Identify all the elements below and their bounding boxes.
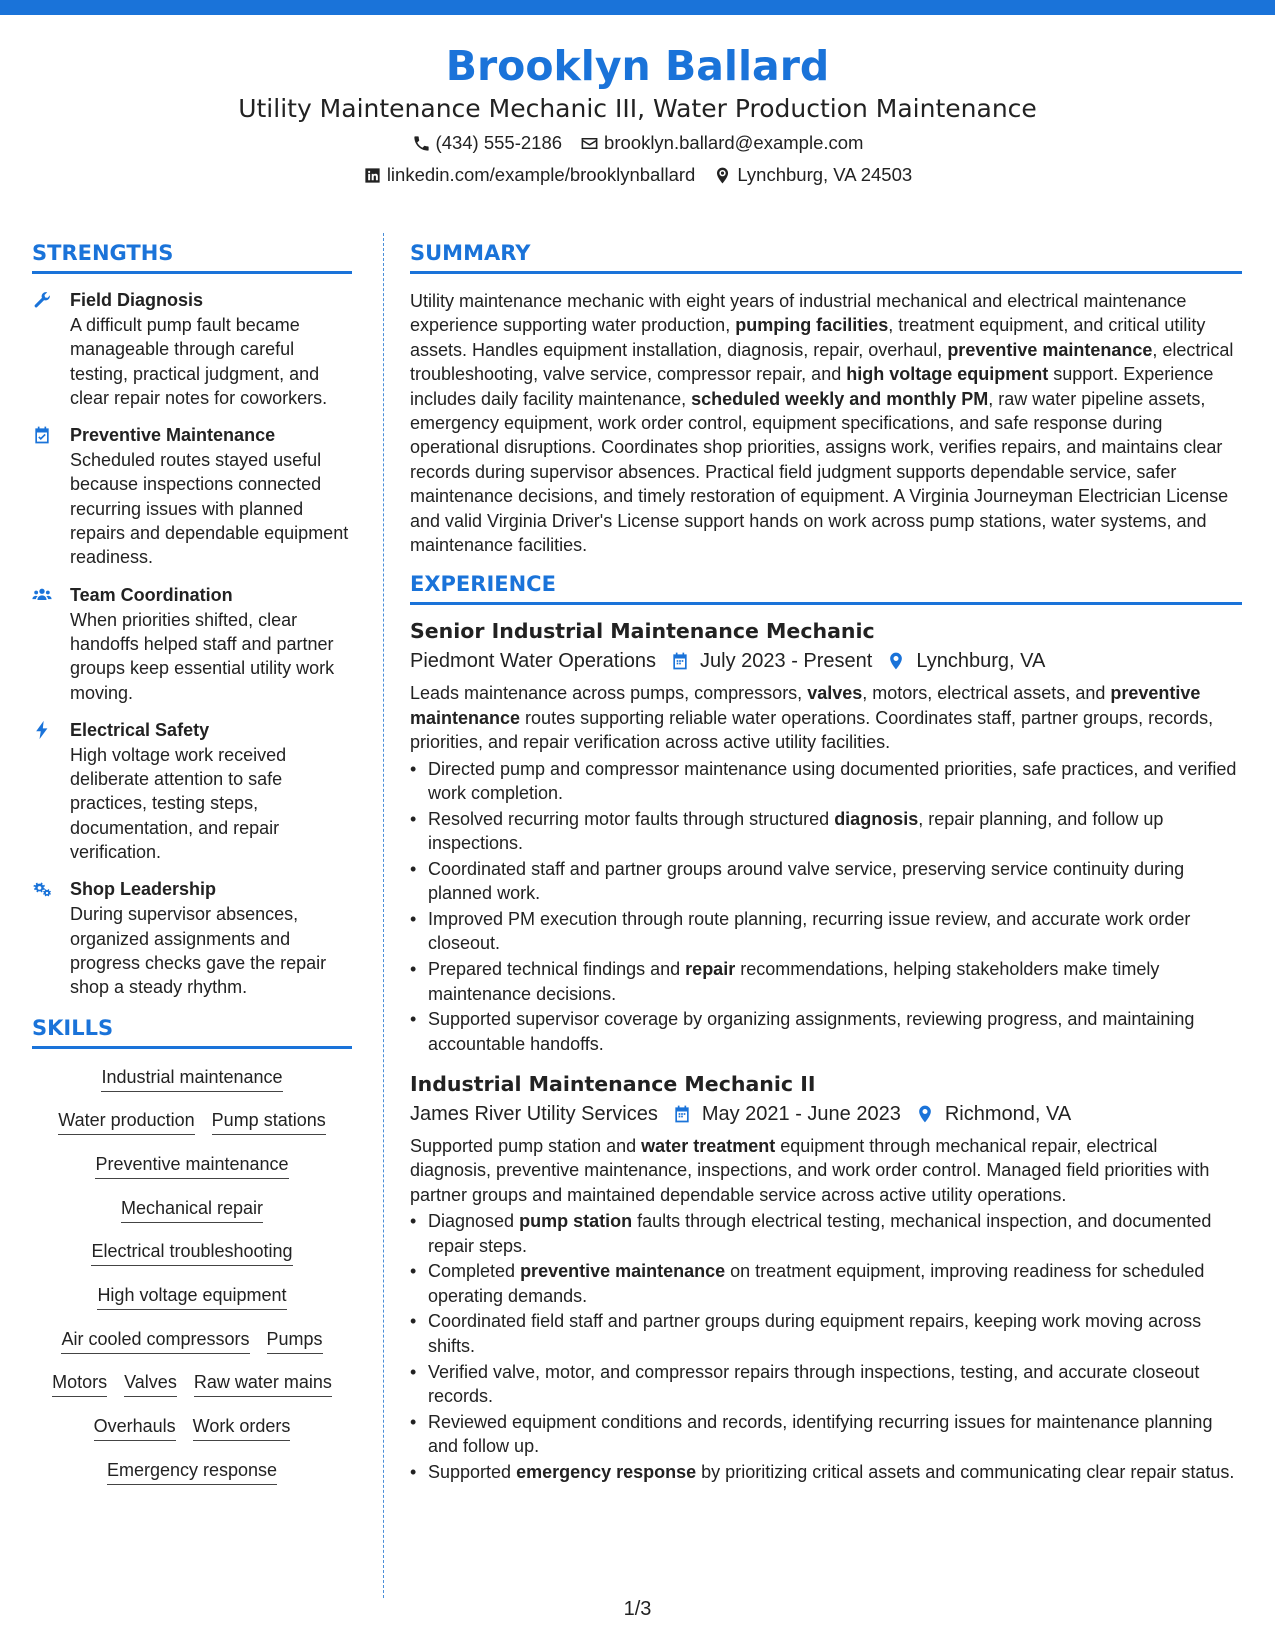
job-bullets [410,757,1242,1056]
strength-desc: A difficult pump fault became manageable through careful testing, practical judgment, and clear repair notes for coworkers. [70,315,328,408]
bold-phrase: diagnosis [834,808,919,829]
strength-desc: During supervisor absences, organized assignments and progress checks gave the repair shop a steady rhythm. [70,904,327,998]
summary-text [410,289,1242,557]
strength-desc: High voltage work received deliberate attention to safe practices, testing steps, documentation, and repair verification. [70,744,287,863]
right-column [410,238,1242,1486]
bold-phrase: preventive maintenance [520,1261,726,1282]
skill-row [32,1370,352,1397]
map-pin-icon [713,166,732,185]
left-column [32,238,352,1501]
phone-text[interactable]: (434) 555-2186 [435,132,563,153]
skill-row [32,1458,352,1485]
skill-row [32,1065,352,1092]
job-bullet [410,1460,1242,1484]
envelope-icon [580,134,599,153]
text-run: Leads maintenance across pumps, compressors, [410,683,808,704]
skill-tag: Preventive maintenance [95,1152,288,1179]
column-divider [383,233,384,1598]
bold-phrase: water treatment [641,1136,776,1157]
job-bullet [410,1360,1242,1409]
strength-item [32,877,352,999]
candidate-title: Utility Maintenance Mechanic III, Water Production Maintenance [238,94,1037,123]
bold-phrase: pumping facilities [735,315,889,336]
job-dates: July 2023 - Present [700,650,873,673]
job-bullet [410,1209,1242,1258]
skill-row [32,1283,352,1310]
text-run: Coordinated staff and partner groups around valve service, preserving service continuity during planned work. [428,858,1185,904]
summary-heading: SUMMARY [410,238,1242,274]
job-bullet [410,757,1242,806]
linkedin-contact [363,160,696,190]
text-run: , treatment equipment, and critical utility assets. Handles equipment installation, diagnosis, repair, overhaul, [410,315,1206,360]
text-run: support. Experience includes daily facility maintenance, [410,364,1214,409]
location-contact [713,160,912,190]
contact-row-1 [0,128,1275,158]
job-dates: May 2021 - June 2023 [701,1103,901,1126]
skill-tag: Valves [124,1370,177,1397]
text-run: Utility maintenance mechanic with eight years of industrial mechanical and electrical maintenance experience supporting water production, [410,291,1187,336]
skill-tag: Electrical troubleshooting [91,1239,292,1266]
job-location: Richmond, VA [944,1103,1072,1126]
calendar-icon [670,651,690,671]
text-run: Reviewed equipment conditions and records, identifying recurring issues for maintenance planning and follow up. [428,1411,1213,1457]
text-run: , electrical troubleshooting, valve service, compressor repair, and [410,339,1234,385]
bold-phrase: pump station [519,1211,633,1232]
job-bullet [410,1259,1242,1308]
strength-item [32,423,352,569]
skill-tag: Pumps [267,1327,323,1354]
skills-heading: SKILLS [32,1013,352,1049]
job-description [410,681,1242,754]
skill-tag: High voltage equipment [97,1283,286,1310]
bold-phrase: preventive maintenance [947,339,1153,360]
text-run: by prioritizing critical assets and communicating clear repair status. [696,1461,1235,1482]
strengths-list [32,288,352,1000]
job-description [410,1134,1242,1207]
skill-tag: Motors [52,1370,107,1397]
text-run: Resolved recurring motor faults through structured [428,808,835,829]
text-run: Diagnosed [428,1211,520,1232]
skill-row [32,1327,352,1354]
strength-title: Electrical Safety [70,719,210,740]
map-pin-icon [915,1104,935,1124]
wrench-icon [32,290,52,310]
text-run: , repair planning, and follow up inspections. [428,808,1164,854]
linkedin-icon [363,166,382,185]
text-run: recommendations, helping stakeholders make timely maintenance decisions. [428,959,1160,1004]
skills-list [32,1065,352,1485]
text-run: routes supporting reliable water operations. Coordinates staff, partner groups, records, priorities, and repair verification across active utility facilities. [410,707,1214,753]
candidate-name: Brooklyn Ballard [445,42,830,90]
linkedin-text[interactable]: linkedin.com/example/brooklynballard [386,164,696,185]
text-run: Prepared technical findings and [428,959,686,980]
skill-tag: Air cooled compressors [61,1327,249,1354]
skill-tag: Work orders [193,1414,291,1441]
strength-desc: When priorities shifted, clear handoffs helped staff and partner groups keep essential utility work moving. [70,609,335,703]
contact-row-2 [0,160,1275,190]
job-bullet [410,1410,1242,1459]
text-run: Supported supervisor coverage by organizing assignments, reviewing progress, and maintaining accountable handoffs. [428,1009,1195,1054]
bolt-icon [32,720,52,740]
strength-title: Preventive Maintenance [70,425,276,446]
strength-desc: Scheduled routes stayed useful because inspections connected recurring issues with planned repairs and dependable equipment readiness. [70,450,349,568]
text-run: Directed pump and compressor maintenance using documented priorities, safe practices, and verified work completion. [428,758,1237,804]
text-run: faults through electrical testing, mechanical inspection, and documented repair steps. [428,1211,1212,1256]
skill-tag: Emergency response [107,1458,277,1485]
job-bullet [410,1007,1242,1056]
strength-title: Shop Leadership [70,879,217,900]
strengths-heading: STRENGTHS [32,238,352,274]
text-run: equipment through mechanical repair, electrical diagnosis, preventive maintenance, inspections, and work order control. Managed field priorities with partner groups and maintained dependable service across active utility operations. [410,1136,1210,1205]
bold-phrase: emergency response [516,1461,697,1482]
bold-phrase: preventive maintenance [410,683,1201,728]
skill-row [32,1152,352,1179]
text-run: , motors, electrical assets, and [862,683,1111,704]
job-meta [410,1099,1242,1129]
users-icon [32,585,52,605]
job-bullet [410,807,1242,856]
job-company: James River Utility Services [410,1103,658,1126]
text-run: Improved PM execution through route planning, recurring issue review, and accurate work order closeout. [428,909,1191,954]
job-entry [410,1069,1242,1484]
job-title: Senior Industrial Maintenance Mechanic [410,619,875,644]
strength-title: Team Coordination [70,584,233,605]
phone-icon [412,134,431,153]
skill-tag: Industrial maintenance [101,1065,282,1092]
job-bullet [410,1309,1242,1358]
job-meta [410,646,1242,676]
job-bullet [410,857,1242,906]
text-run: Supported [428,1461,517,1482]
gears-icon [32,879,52,899]
map-pin-icon [886,651,906,671]
bold-phrase: high voltage equipment [846,364,1049,385]
skill-row [32,1108,352,1135]
email-text[interactable]: brooklyn.ballard@example.com [604,132,864,153]
skill-tag: Water production [58,1108,194,1135]
skill-tag: Overhauls [94,1414,176,1441]
job-bullet [410,907,1242,956]
text-run: Verified valve, motor, and compressor repairs through inspections, testing, and accurate closeout records. [428,1361,1200,1406]
top-accent-bar [0,0,1275,15]
text-run: Supported pump station and [410,1136,642,1157]
strength-item [32,718,352,864]
calendar-icon [672,1104,692,1124]
job-bullet [410,957,1242,1006]
strength-item [32,288,352,410]
skill-tag: Mechanical repair [121,1196,263,1223]
strength-title: Field Diagnosis [70,290,204,310]
text-run: on treatment equipment, improving readiness for scheduled operating demands. [428,1261,1205,1306]
skill-tag: Pump stations [212,1108,326,1135]
job-title: Industrial Maintenance Mechanic II [410,1072,816,1097]
text-run: Completed [428,1261,521,1282]
page-number: 1/3 [623,1598,652,1620]
skill-row [32,1239,352,1266]
email-contact [580,128,863,158]
skill-row [32,1196,352,1223]
text-run: Coordinated field staff and partner groups during equipment repairs, keeping work moving across shifts. [428,1311,1202,1356]
job-company: Piedmont Water Operations [410,650,657,673]
experience-heading: EXPERIENCE [410,569,1242,605]
text-run: , raw water pipeline assets, emergency equipment, work order control, equipment specifications, and safe response during operational disruptions. Coordinates shop priorities, assigns work, verifies repairs, and maintains clear records during supervisor absences. Practical field judgment supports dependable service, safer maintenance decisions, and timely restoration of equipment. A Virginia Journeyman Electrician License and valid Virginia Driver's License support hands on work across pump stations, water systems, and maintenance facilities. [410,388,1229,556]
phone-contact [412,128,563,158]
bold-phrase: repair [685,959,736,980]
strength-item [32,583,352,705]
job-location: Lynchburg, VA [916,650,1046,673]
bold-phrase: valves [807,683,863,704]
resume-header [0,40,1275,190]
bold-phrase: scheduled weekly and monthly PM [691,388,989,409]
job-entry [410,616,1242,1056]
skill-row [32,1414,352,1441]
calendar-check-icon [32,425,52,445]
job-bullets [410,1209,1242,1484]
location-text: Lynchburg, VA 24503 [737,164,913,185]
skill-tag: Raw water mains [194,1370,332,1397]
